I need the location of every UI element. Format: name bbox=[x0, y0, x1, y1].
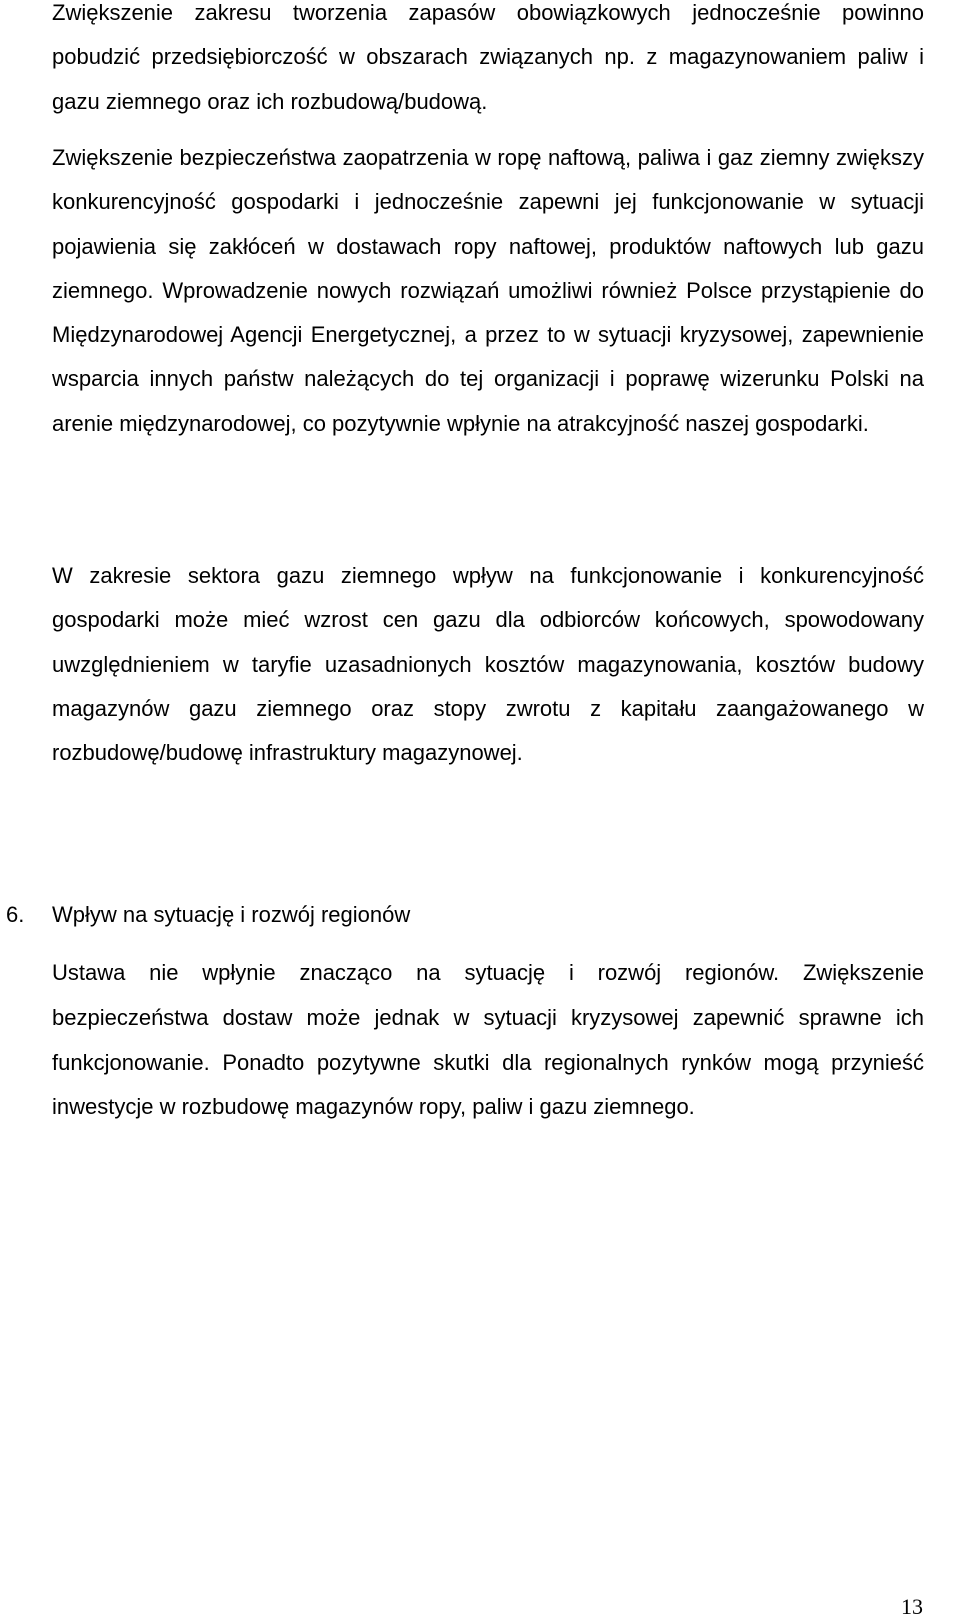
paragraph-storage-entrepreneurship: Zwiększenie zakresu tworzenia zapasów obowiązkowych jednocześnie powinno pobudzić przedsiębiorczość w obszarach związanych np. z magazynowaniem paliw i gazu ziemnego oraz ich rozbudową/budową. bbox=[52, 0, 924, 114]
page-number: 13 bbox=[901, 1594, 923, 1619]
paragraph-supply-security: Zwiększenie bezpieczeństwa zaopatrzenia w ropę naftową, paliwa i gaz ziemny zwiększy konkurencyjność gospodarki i jednocześnie zapewni jej funkcjonowanie w sytuacji pojawienia się zakłóceń w dostawach ropy naftowej, produktów naftowych lub gazu ziemnego. Wprowadzenie nowych rozwiązań umożliwi również Polsce przystąpienie do Międzynarodowej Agencji Energetycznej, a przez to w sytuacji kryzysowej, zapewnienie wsparcia innych państw należących do tej organizacji i poprawę wizerunku Polski na arenie międzynarodowej, co pozytywnie wpłynie na atrakcyjność naszej gospodarki. bbox=[52, 145, 924, 436]
section-title: Wpływ na sytuację i rozwój regionów bbox=[52, 902, 411, 927]
section-heading bbox=[0, 893, 900, 937]
paragraph-regional-impact: Ustawa nie wpłynie znacząco na sytuację i rozwój regionów. Zwiększenie bezpieczeństwa dostaw może jednak w sytuacji kryzysowej zapewnić sprawne ich funkcjonowanie. Ponadto pozytywne skutki dla regionalnych rynków mogą przynieść inwestycje w rozbudowę magazynów ropy, paliw i gazu ziemnego. bbox=[52, 960, 924, 1120]
section-number: 6. bbox=[6, 902, 25, 927]
paragraph-gas-sector-impact: W zakresie sektora gazu ziemnego wpływ na funkcjonowanie i konkurencyjność gospodarki może mieć wzrost cen gazu dla odbiorców końcowych, spowodowany uwzględnieniem w taryfie uzasadnionych kosztów magazynowania, kosztów budowy magazynów gazu ziemnego oraz stopy zwrotu z kapitału zaangażowanego w rozbudowę/budowę infrastruktury magazynowej. bbox=[52, 563, 924, 766]
